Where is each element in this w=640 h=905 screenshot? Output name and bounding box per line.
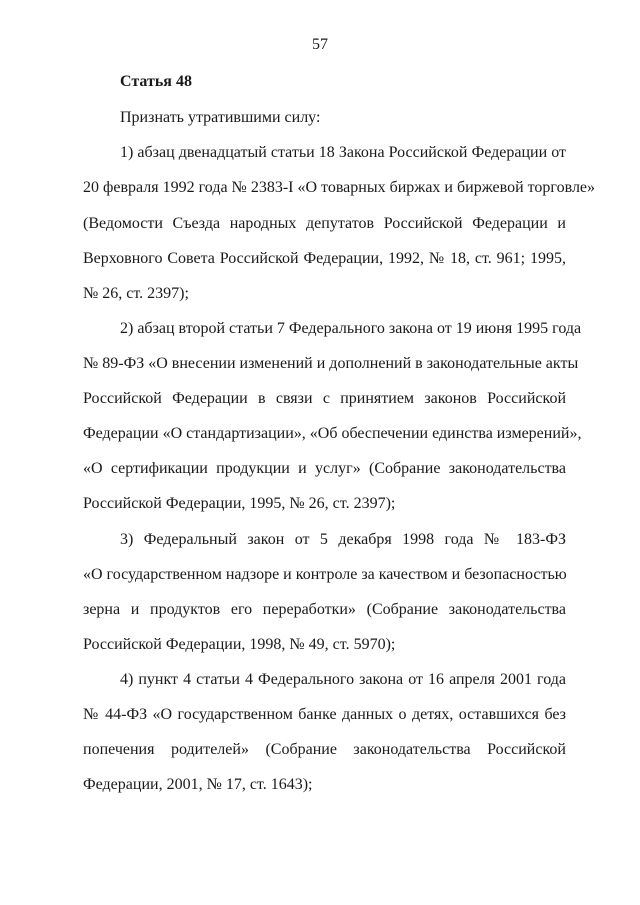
- article-intro: Признать утратившими силу:: [120, 109, 321, 126]
- paragraph-2-line-5: «О сертификации продукции и услуг» (Собрание законодательства: [83, 460, 566, 477]
- page-number: 57: [312, 36, 328, 53]
- paragraph-1-line-1: 1) абзац двенадцатый статьи 18 Закона Российской Федерации от: [120, 144, 566, 161]
- paragraph-1-line-3: (Ведомости Съезда народных депутатов Российской Федерации и: [83, 215, 566, 232]
- paragraph-4-line-2: № 44-ФЗ «О государственном банке данных о детях, оставшихся без: [83, 706, 566, 723]
- article-title: Статья 48: [120, 73, 192, 90]
- paragraph-4-line-3: попечения родителей» (Собрание законодательства Российской: [83, 741, 566, 758]
- paragraph-4-line-1: 4) пункт 4 статьи 4 Федерального закона от 16 апреля 2001 года: [120, 671, 566, 688]
- paragraph-3-line-4: Российской Федерации, 1998, № 49, ст. 5970);: [83, 636, 396, 653]
- paragraph-3-line-1: 3) Федеральный закон от 5 декабря 1998 года № 183-ФЗ: [120, 531, 566, 548]
- paragraph-2-line-4: Федерации «О стандартизации», «Об обеспечении единства измерений»,: [83, 425, 582, 442]
- paragraph-2-line-2: № 89-ФЗ «О внесении изменений и дополнений в законодательные акты: [83, 355, 579, 372]
- paragraph-4-line-4: Федерации, 2001, № 17, ст. 1643);: [83, 776, 313, 793]
- paragraph-1-line-2: 20 февраля 1992 года № 2383-I «О товарных биржах и биржевой торговле»: [83, 179, 596, 196]
- paragraph-2-line-6: Российской Федерации, 1995, № 26, ст. 2397);: [83, 495, 396, 512]
- paragraph-1-line-5: № 26, ст. 2397);: [83, 285, 189, 302]
- paragraph-3-line-3: зерна и продуктов его переработки» (Собрание законодательства: [83, 601, 566, 618]
- paragraph-1-line-4: Верховного Совета Российской Федерации, 1992, № 18, ст. 961; 1995,: [83, 250, 566, 267]
- paragraph-2-line-3: Российской Федерации в связи с принятием законов Российской: [83, 390, 566, 407]
- paragraph-2-line-1: 2) абзац второй статьи 7 Федерального закона от 19 июня 1995 года: [120, 320, 582, 337]
- paragraph-3-line-2: «О государственном надзоре и контроле за качеством и безопасностью: [83, 566, 567, 583]
